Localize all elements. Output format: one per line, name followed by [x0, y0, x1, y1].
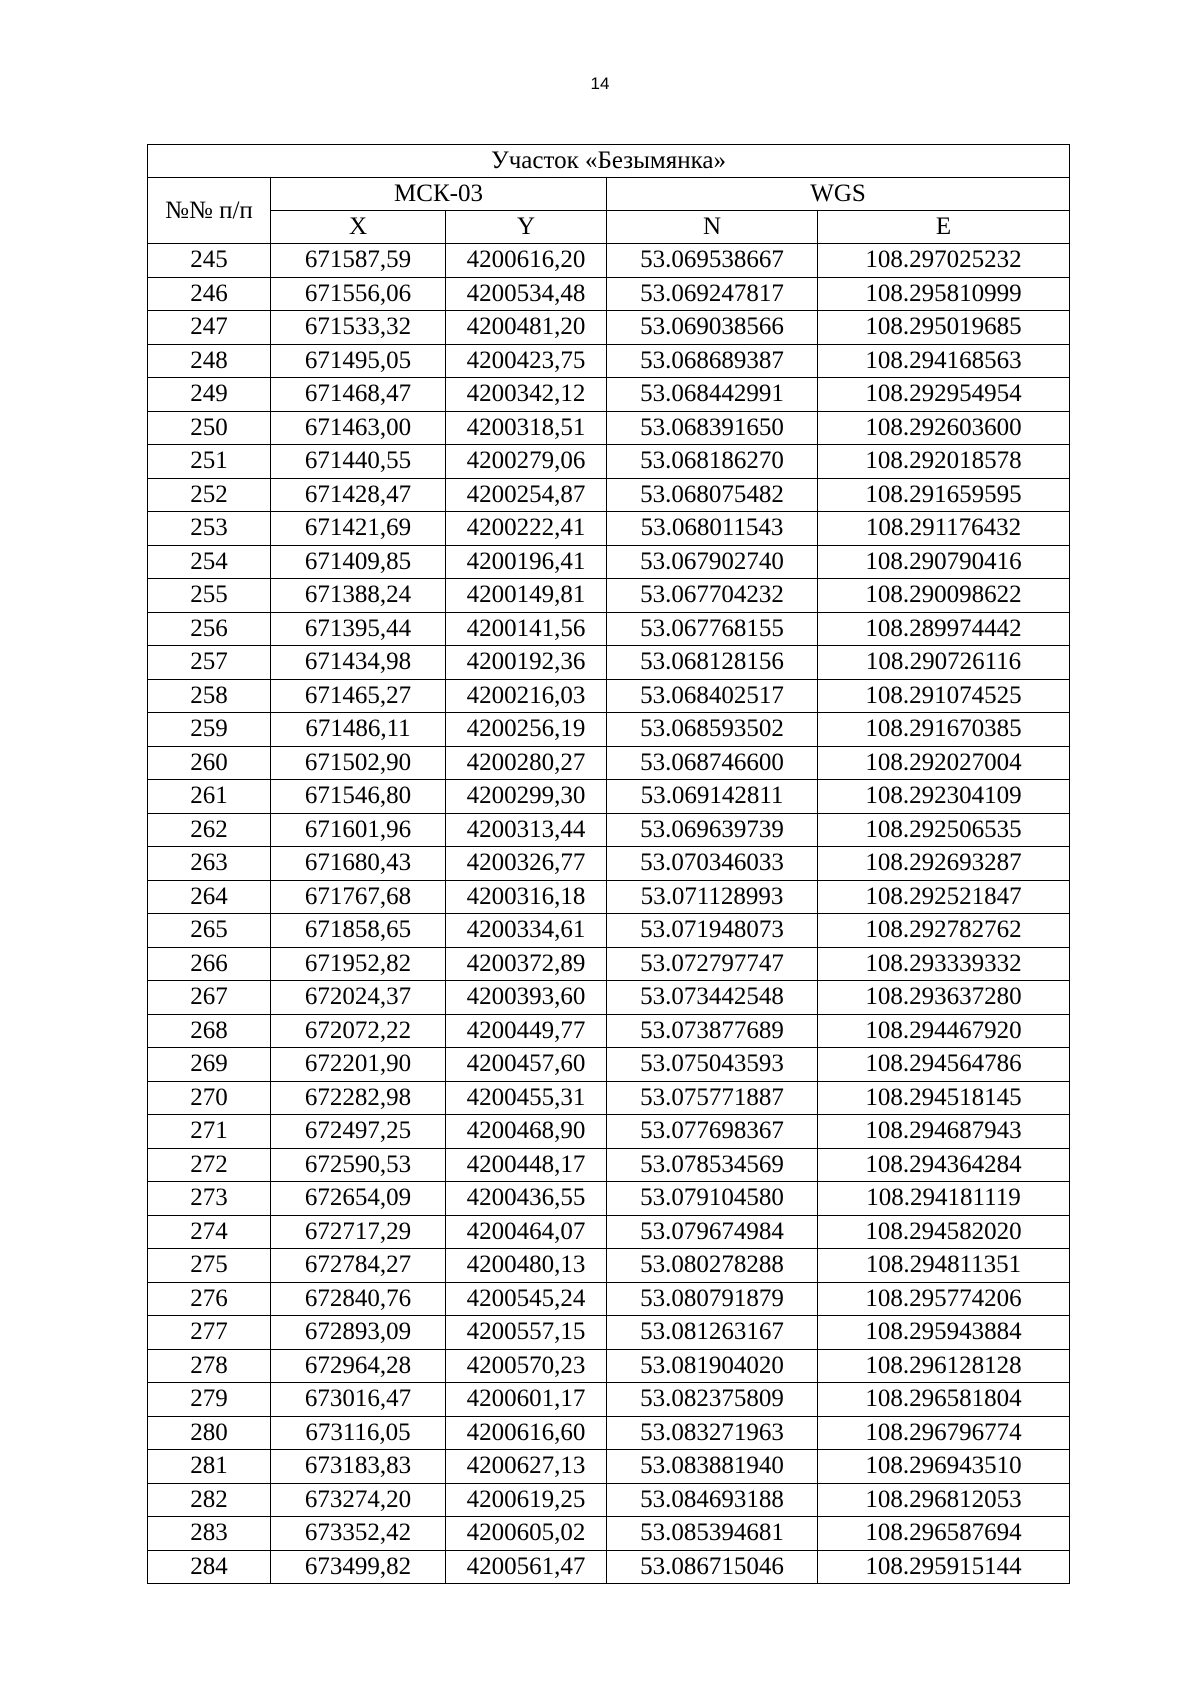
cell-e: 108.294181119 — [818, 1182, 1070, 1216]
cell-x: 672784,27 — [271, 1249, 446, 1283]
cell-y: 4200334,61 — [446, 914, 607, 948]
cell-x: 671388,24 — [271, 579, 446, 613]
table-row — [148, 947, 1070, 981]
cell-point-number: 271 — [148, 1115, 271, 1149]
cell-y: 4200545,24 — [446, 1282, 607, 1316]
cell-e: 108.296812053 — [818, 1483, 1070, 1517]
cell-x: 671395,44 — [271, 612, 446, 646]
cell-e: 108.294364284 — [818, 1148, 1070, 1182]
cell-point-number: 247 — [148, 311, 271, 345]
cell-e: 108.292506535 — [818, 813, 1070, 847]
cell-e: 108.294564786 — [818, 1048, 1070, 1082]
table-title: Участок «Безымянка» — [148, 145, 1070, 178]
cell-y: 4200480,13 — [446, 1249, 607, 1283]
cell-point-number: 275 — [148, 1249, 271, 1283]
cell-point-number: 251 — [148, 445, 271, 479]
cell-x: 671546,80 — [271, 780, 446, 814]
cell-n: 53.080278288 — [607, 1249, 818, 1283]
cell-x: 673183,83 — [271, 1450, 446, 1484]
cell-x: 672282,98 — [271, 1081, 446, 1115]
cell-x: 672964,28 — [271, 1349, 446, 1383]
cell-point-number: 270 — [148, 1081, 271, 1115]
cell-e: 108.295019685 — [818, 311, 1070, 345]
cell-point-number: 246 — [148, 277, 271, 311]
cell-n: 53.072797747 — [607, 947, 818, 981]
cell-e: 108.294687943 — [818, 1115, 1070, 1149]
cell-y: 4200481,20 — [446, 311, 607, 345]
cell-point-number: 277 — [148, 1316, 271, 1350]
cell-n: 53.083271963 — [607, 1416, 818, 1450]
cell-y: 4200627,13 — [446, 1450, 607, 1484]
cell-y: 4200372,89 — [446, 947, 607, 981]
table-row — [148, 612, 1070, 646]
table-row — [148, 713, 1070, 747]
cell-n: 53.086715046 — [607, 1550, 818, 1584]
cell-y: 4200436,55 — [446, 1182, 607, 1216]
table-row — [148, 1249, 1070, 1283]
cell-x: 671601,96 — [271, 813, 446, 847]
cell-point-number: 268 — [148, 1014, 271, 1048]
cell-n: 53.068689387 — [607, 344, 818, 378]
table-column-header-row — [148, 211, 1070, 244]
cell-x: 671409,85 — [271, 545, 446, 579]
cell-point-number: 254 — [148, 545, 271, 579]
cell-point-number: 260 — [148, 746, 271, 780]
header-group-msk: МСК-03 — [271, 178, 607, 211]
header-point-number: №№ п/п — [148, 178, 271, 244]
cell-y: 4200149,81 — [446, 579, 607, 613]
cell-e: 108.297025232 — [818, 244, 1070, 278]
cell-y: 4200318,51 — [446, 411, 607, 445]
cell-e: 108.292954954 — [818, 378, 1070, 412]
cell-e: 108.292603600 — [818, 411, 1070, 445]
cell-point-number: 263 — [148, 847, 271, 881]
cell-e: 108.294518145 — [818, 1081, 1070, 1115]
cell-y: 4200468,90 — [446, 1115, 607, 1149]
cell-e: 108.291670385 — [818, 713, 1070, 747]
cell-x: 672717,29 — [271, 1215, 446, 1249]
table-row — [148, 411, 1070, 445]
cell-x: 673499,82 — [271, 1550, 446, 1584]
cell-n: 53.081904020 — [607, 1349, 818, 1383]
cell-y: 4200601,17 — [446, 1383, 607, 1417]
cell-n: 53.069247817 — [607, 277, 818, 311]
cell-x: 671680,43 — [271, 847, 446, 881]
cell-n: 53.068442991 — [607, 378, 818, 412]
table-row — [148, 1517, 1070, 1551]
cell-y: 4200299,30 — [446, 780, 607, 814]
cell-n: 53.071128993 — [607, 880, 818, 914]
cell-x: 672497,25 — [271, 1115, 446, 1149]
cell-e: 108.290726116 — [818, 646, 1070, 680]
cell-x: 671486,11 — [271, 713, 446, 747]
cell-y: 4200313,44 — [446, 813, 607, 847]
cell-n: 53.068593502 — [607, 713, 818, 747]
table-row — [148, 1483, 1070, 1517]
cell-y: 4200279,06 — [446, 445, 607, 479]
cell-y: 4200423,75 — [446, 344, 607, 378]
table-row — [148, 1316, 1070, 1350]
cell-e: 108.293339332 — [818, 947, 1070, 981]
table-row — [148, 311, 1070, 345]
table-row — [148, 746, 1070, 780]
cell-y: 4200534,48 — [446, 277, 607, 311]
cell-e: 108.295915144 — [818, 1550, 1070, 1584]
cell-y: 4200256,19 — [446, 713, 607, 747]
cell-e: 108.296581804 — [818, 1383, 1070, 1417]
table-row — [148, 1014, 1070, 1048]
cell-point-number: 257 — [148, 646, 271, 680]
cell-n: 53.075043593 — [607, 1048, 818, 1082]
cell-point-number: 249 — [148, 378, 271, 412]
table-row — [148, 646, 1070, 680]
cell-x: 671533,32 — [271, 311, 446, 345]
cell-e: 108.295774206 — [818, 1282, 1070, 1316]
cell-y: 4200616,60 — [446, 1416, 607, 1450]
cell-point-number: 282 — [148, 1483, 271, 1517]
cell-point-number: 284 — [148, 1550, 271, 1584]
table-row — [148, 847, 1070, 881]
cell-y: 4200464,07 — [446, 1215, 607, 1249]
cell-point-number: 280 — [148, 1416, 271, 1450]
cell-n: 53.069142811 — [607, 780, 818, 814]
cell-n: 53.068011543 — [607, 512, 818, 546]
cell-x: 672654,09 — [271, 1182, 446, 1216]
cell-n: 53.068391650 — [607, 411, 818, 445]
table-row — [148, 1349, 1070, 1383]
cell-point-number: 281 — [148, 1450, 271, 1484]
table-row — [148, 244, 1070, 278]
cell-n: 53.069038566 — [607, 311, 818, 345]
table-row — [148, 378, 1070, 412]
cell-n: 53.084693188 — [607, 1483, 818, 1517]
table-row — [148, 545, 1070, 579]
cell-x: 671463,00 — [271, 411, 446, 445]
cell-e: 108.292027004 — [818, 746, 1070, 780]
cell-point-number: 256 — [148, 612, 271, 646]
cell-y: 4200616,20 — [446, 244, 607, 278]
cell-point-number: 274 — [148, 1215, 271, 1249]
table-row — [148, 1450, 1070, 1484]
cell-x: 671421,69 — [271, 512, 446, 546]
coordinates-table — [147, 144, 1070, 1584]
table-row — [148, 1182, 1070, 1216]
cell-e: 108.293637280 — [818, 981, 1070, 1015]
cell-y: 4200280,27 — [446, 746, 607, 780]
table-row — [148, 1416, 1070, 1450]
cell-n: 53.069538667 — [607, 244, 818, 278]
cell-point-number: 278 — [148, 1349, 271, 1383]
header-e: E — [818, 211, 1070, 244]
cell-n: 53.082375809 — [607, 1383, 818, 1417]
table-group-header-row — [148, 178, 1070, 211]
cell-x: 671502,90 — [271, 746, 446, 780]
cell-n: 53.067768155 — [607, 612, 818, 646]
cell-n: 53.073442548 — [607, 981, 818, 1015]
table-row — [148, 1383, 1070, 1417]
header-x: X — [271, 211, 446, 244]
cell-y: 4200216,03 — [446, 679, 607, 713]
cell-y: 4200455,31 — [446, 1081, 607, 1115]
cell-n: 53.068128156 — [607, 646, 818, 680]
table-row — [148, 344, 1070, 378]
cell-point-number: 266 — [148, 947, 271, 981]
cell-point-number: 250 — [148, 411, 271, 445]
cell-point-number: 273 — [148, 1182, 271, 1216]
cell-y: 4200570,23 — [446, 1349, 607, 1383]
cell-e: 108.290790416 — [818, 545, 1070, 579]
table-row — [148, 914, 1070, 948]
cell-y: 4200605,02 — [446, 1517, 607, 1551]
table-row — [148, 780, 1070, 814]
cell-x: 673016,47 — [271, 1383, 446, 1417]
cell-x: 671587,59 — [271, 244, 446, 278]
table-row — [148, 679, 1070, 713]
cell-point-number: 261 — [148, 780, 271, 814]
cell-e: 108.292018578 — [818, 445, 1070, 479]
cell-n: 53.077698367 — [607, 1115, 818, 1149]
cell-x: 672201,90 — [271, 1048, 446, 1082]
cell-e: 108.295943884 — [818, 1316, 1070, 1350]
cell-y: 4200342,12 — [446, 378, 607, 412]
cell-n: 53.067902740 — [607, 545, 818, 579]
cell-x: 672024,37 — [271, 981, 446, 1015]
cell-x: 671468,47 — [271, 378, 446, 412]
cell-n: 53.079674984 — [607, 1215, 818, 1249]
cell-point-number: 259 — [148, 713, 271, 747]
cell-n: 53.070346033 — [607, 847, 818, 881]
cell-n: 53.081263167 — [607, 1316, 818, 1350]
cell-x: 672072,22 — [271, 1014, 446, 1048]
cell-x: 671495,05 — [271, 344, 446, 378]
cell-point-number: 279 — [148, 1383, 271, 1417]
cell-y: 4200557,15 — [446, 1316, 607, 1350]
cell-n: 53.079104580 — [607, 1182, 818, 1216]
coordinates-table-body — [148, 145, 1070, 1584]
cell-n: 53.068186270 — [607, 445, 818, 479]
cell-e: 108.296128128 — [818, 1349, 1070, 1383]
cell-point-number: 267 — [148, 981, 271, 1015]
cell-x: 671556,06 — [271, 277, 446, 311]
cell-n: 53.071948073 — [607, 914, 818, 948]
cell-x: 672590,53 — [271, 1148, 446, 1182]
cell-n: 53.080791879 — [607, 1282, 818, 1316]
table-row — [148, 478, 1070, 512]
cell-y: 4200141,56 — [446, 612, 607, 646]
header-group-wgs: WGS — [607, 178, 1070, 211]
table-row — [148, 1081, 1070, 1115]
cell-e: 108.289974442 — [818, 612, 1070, 646]
cell-point-number: 265 — [148, 914, 271, 948]
cell-e: 108.292304109 — [818, 780, 1070, 814]
cell-n: 53.068075482 — [607, 478, 818, 512]
cell-point-number: 276 — [148, 1282, 271, 1316]
cell-y: 4200561,47 — [446, 1550, 607, 1584]
cell-e: 108.296796774 — [818, 1416, 1070, 1450]
table-row — [148, 880, 1070, 914]
cell-y: 4200448,17 — [446, 1148, 607, 1182]
cell-x: 671465,27 — [271, 679, 446, 713]
cell-y: 4200326,77 — [446, 847, 607, 881]
cell-y: 4200254,87 — [446, 478, 607, 512]
cell-y: 4200619,25 — [446, 1483, 607, 1517]
header-n: N — [607, 211, 818, 244]
cell-point-number: 264 — [148, 880, 271, 914]
cell-e: 108.292521847 — [818, 880, 1070, 914]
cell-n: 53.068402517 — [607, 679, 818, 713]
cell-x: 671767,68 — [271, 880, 446, 914]
cell-e: 108.294582020 — [818, 1215, 1070, 1249]
cell-n: 53.075771887 — [607, 1081, 818, 1115]
cell-point-number: 248 — [148, 344, 271, 378]
cell-x: 673274,20 — [271, 1483, 446, 1517]
table-title-row — [148, 145, 1070, 178]
table-row — [148, 512, 1070, 546]
cell-e: 108.294168563 — [818, 344, 1070, 378]
cell-e: 108.292782762 — [818, 914, 1070, 948]
cell-e: 108.296943510 — [818, 1450, 1070, 1484]
cell-y: 4200449,77 — [446, 1014, 607, 1048]
table-row — [148, 579, 1070, 613]
cell-e: 108.296587694 — [818, 1517, 1070, 1551]
cell-n: 53.069639739 — [607, 813, 818, 847]
cell-e: 108.294467920 — [818, 1014, 1070, 1048]
cell-x: 671434,98 — [271, 646, 446, 680]
table-row — [148, 445, 1070, 479]
cell-n: 53.073877689 — [607, 1014, 818, 1048]
cell-point-number: 255 — [148, 579, 271, 613]
cell-point-number: 262 — [148, 813, 271, 847]
table-row — [148, 1282, 1070, 1316]
cell-e: 108.291074525 — [818, 679, 1070, 713]
cell-e: 108.294811351 — [818, 1249, 1070, 1283]
cell-e: 108.292693287 — [818, 847, 1070, 881]
cell-n: 53.078534569 — [607, 1148, 818, 1182]
cell-x: 672840,76 — [271, 1282, 446, 1316]
page-number: 14 — [590, 74, 610, 93]
cell-e: 108.290098622 — [818, 579, 1070, 613]
cell-y: 4200222,41 — [446, 512, 607, 546]
cell-x: 673352,42 — [271, 1517, 446, 1551]
cell-x: 671428,47 — [271, 478, 446, 512]
table-row — [148, 981, 1070, 1015]
cell-y: 4200192,36 — [446, 646, 607, 680]
cell-n: 53.083881940 — [607, 1450, 818, 1484]
table-row — [148, 277, 1070, 311]
cell-point-number: 253 — [148, 512, 271, 546]
cell-e: 108.295810999 — [818, 277, 1070, 311]
table-row — [148, 813, 1070, 847]
cell-n: 53.085394681 — [607, 1517, 818, 1551]
table-row — [148, 1550, 1070, 1584]
cell-y: 4200393,60 — [446, 981, 607, 1015]
cell-x: 671952,82 — [271, 947, 446, 981]
cell-x: 671440,55 — [271, 445, 446, 479]
table-row — [148, 1148, 1070, 1182]
cell-n: 53.068746600 — [607, 746, 818, 780]
cell-point-number: 258 — [148, 679, 271, 713]
cell-x: 672893,09 — [271, 1316, 446, 1350]
cell-point-number: 252 — [148, 478, 271, 512]
cell-x: 673116,05 — [271, 1416, 446, 1450]
cell-x: 671858,65 — [271, 914, 446, 948]
cell-point-number: 269 — [148, 1048, 271, 1082]
cell-y: 4200316,18 — [446, 880, 607, 914]
table-row — [148, 1048, 1070, 1082]
cell-point-number: 283 — [148, 1517, 271, 1551]
cell-e: 108.291176432 — [818, 512, 1070, 546]
cell-y: 4200457,60 — [446, 1048, 607, 1082]
header-y: Y — [446, 211, 607, 244]
cell-e: 108.291659595 — [818, 478, 1070, 512]
cell-point-number: 272 — [148, 1148, 271, 1182]
cell-point-number: 245 — [148, 244, 271, 278]
cell-n: 53.067704232 — [607, 579, 818, 613]
cell-y: 4200196,41 — [446, 545, 607, 579]
table-row — [148, 1215, 1070, 1249]
table-row — [148, 1115, 1070, 1149]
